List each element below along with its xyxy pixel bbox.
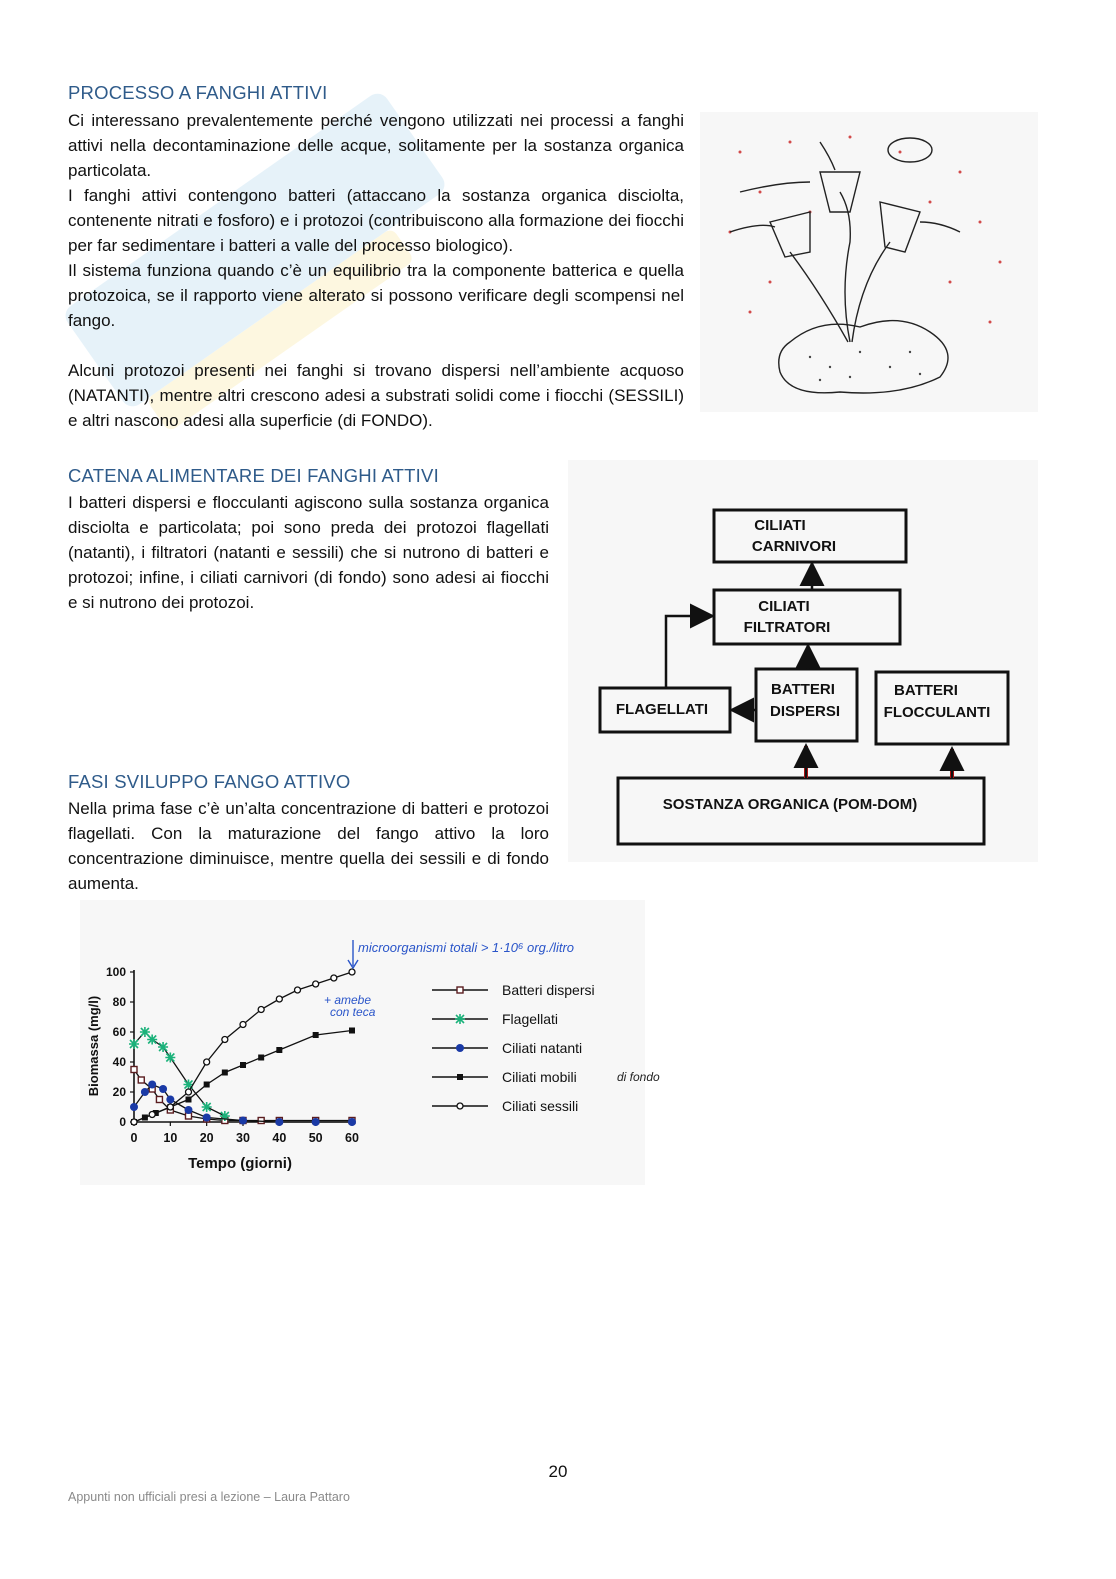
data-point: [222, 1070, 228, 1076]
data-point: [312, 1118, 320, 1126]
box-label: FLAGELLATI: [615, 701, 709, 718]
legend-label: Batteri dispersi: [502, 982, 595, 998]
section-title-fasi: FASI SVILUPPO FANGO ATTIVO: [68, 771, 351, 792]
data-point: [167, 1104, 173, 1110]
legend-label: Ciliati natanti: [502, 1040, 583, 1056]
data-point: [203, 1114, 211, 1122]
data-point: [185, 1106, 193, 1114]
data-point: [240, 1022, 246, 1028]
data-point: [313, 981, 319, 987]
section-body-processo: [68, 108, 684, 433]
data-point: [240, 1062, 246, 1068]
x-tick-label: 60: [345, 1131, 359, 1145]
data-point: [129, 1039, 139, 1049]
data-point: [158, 1042, 168, 1052]
legend-item: [432, 982, 595, 998]
y-tick-label: 100: [105, 965, 126, 979]
box-label: DISPERSI: [769, 703, 841, 720]
data-point: [130, 1103, 138, 1111]
data-point: [349, 1028, 355, 1034]
x-tick-label: 30: [236, 1131, 250, 1145]
data-point: [349, 969, 355, 975]
section-body-fasi: [68, 796, 549, 896]
data-point: [186, 1097, 192, 1103]
data-point: [457, 1074, 463, 1080]
page-number: 20: [548, 1462, 568, 1481]
data-point: [148, 1081, 156, 1089]
data-point: [165, 1053, 175, 1063]
data-point: [275, 1118, 283, 1126]
y-tick-label: 60: [112, 1025, 126, 1039]
data-point: [138, 1077, 144, 1083]
section-body-catena: [68, 490, 549, 615]
series-batteri-dispersi: [131, 1067, 355, 1124]
legend-item: [432, 1011, 558, 1027]
data-point: [457, 987, 463, 993]
box-label: BATTERI: [771, 681, 835, 698]
y-tick-label: 20: [112, 1085, 126, 1099]
data-point: [131, 1067, 137, 1073]
series-flagellati: [129, 1027, 230, 1121]
legend-item: [432, 1040, 582, 1056]
x-tick-label: 10: [163, 1131, 178, 1145]
paragraph: Il sistema funziona quando c’è un equilibrio tra la componente batterica e quella protozoica, se il rapporto viene alterato si possono verificare degli scompensi nel fango.: [68, 261, 684, 330]
data-point: [276, 996, 282, 1002]
box-label: FLOCCULANTI: [883, 704, 991, 721]
paragraph: Alcuni protozoi presenti nei fanghi si trovano dispersi nell’ambiente acquoso (NATANTI), mentre altri crescono adesi a substrati solidi come i fiocchi (SESSILI) e altri nascono adesi alla superficie (di FONDO).: [68, 361, 684, 430]
x-tick-label: 40: [272, 1131, 287, 1145]
arrow-flagellati-filtratori: [666, 616, 710, 688]
data-point: [159, 1085, 167, 1093]
legend-item: [432, 1069, 577, 1085]
data-point: [186, 1089, 192, 1095]
legend-label: Flagellati: [502, 1011, 559, 1027]
y-tick-label: 0: [119, 1115, 126, 1129]
data-point: [258, 1118, 264, 1124]
box-label: CILIATI: [758, 598, 810, 615]
data-point: [141, 1088, 149, 1096]
box-label: CARNIVORI: [751, 538, 837, 555]
x-axis-label: Tempo (giorni): [188, 1155, 292, 1172]
data-point: [149, 1112, 155, 1118]
box-label: SOSTANZA ORGANICA (POM-DOM): [662, 796, 918, 813]
x-tick-label: 0: [130, 1131, 138, 1145]
annotation-fondo: di fondo: [617, 1070, 660, 1084]
data-point: [147, 1035, 157, 1045]
legend-label: Ciliati sessili: [502, 1098, 579, 1114]
annotation-total: microorganismi totali > 1·10⁶ org./litro: [358, 940, 575, 955]
data-point: [295, 987, 301, 993]
legend-label: Ciliati mobili: [502, 1069, 577, 1085]
data-point: [131, 1119, 137, 1125]
data-point: [204, 1059, 210, 1065]
box-label: FILTRATORI: [743, 619, 831, 636]
protozoa-illustration: [700, 112, 1038, 412]
annotation-amebe: con teca: [330, 1005, 376, 1019]
annotation-amebe: + amebe: [324, 993, 372, 1007]
data-point: [348, 1118, 356, 1126]
section-title-catena: CATENA ALIMENTARE DEI FANGHI ATTIVI: [68, 465, 439, 486]
data-point: [455, 1014, 465, 1024]
y-axis-label: Biomassa (mg/l): [86, 995, 101, 1097]
data-point: [258, 1007, 264, 1013]
biomass-chart: [80, 900, 660, 1185]
data-point: [313, 1032, 319, 1038]
paragraph: I batteri dispersi e flocculanti agiscono sulla sostanza organica disciolta e particolata; poi sono preda dei protozoi flagellati (natanti), i filtratori (natanti e sessili) che si nutrono di batteri e protozoi; infine, i ciliati carnivori (di fondo) sono adesi ai fiocchi e si nutrono dei protozoi.: [68, 493, 549, 612]
page-footer: Appunti non ufficiali presi a lezione – Laura Pattaro: [68, 1490, 350, 1504]
data-point: [276, 1047, 282, 1053]
section-title-processo: PROCESSO A FANGHI ATTIVI: [68, 82, 328, 103]
data-point: [202, 1102, 212, 1112]
data-point: [258, 1055, 264, 1061]
y-tick-label: 40: [112, 1055, 126, 1069]
data-point: [456, 1044, 464, 1052]
box-label: BATTERI: [894, 682, 958, 699]
paragraph: Ci interessano prevalentemente perché vengono utilizzati nei processi a fanghi attivi nella decontaminazione delle acque, solitamente per la sostanza organica particolata.: [68, 111, 684, 180]
data-point: [156, 1097, 162, 1103]
x-tick-label: 50: [308, 1131, 323, 1145]
paragraph: Nella prima fase c’è un’alta concentrazione di batteri e protozoi flagellati. Con la maturazione del fango attivo la loro concentrazione diminuisce, mentre quella dei sessili e di fondo aumenta.: [68, 799, 549, 893]
data-point: [204, 1082, 210, 1088]
data-point: [184, 1080, 194, 1090]
box-label: CILIATI: [754, 517, 806, 534]
data-point: [457, 1103, 463, 1109]
data-point: [222, 1037, 228, 1043]
series-ciliati-mobili: [131, 1028, 355, 1126]
food-chain-diagram: [568, 460, 1038, 862]
data-point: [239, 1117, 247, 1125]
data-point: [166, 1096, 174, 1104]
y-tick-label: 80: [112, 995, 126, 1009]
legend-item: [432, 1098, 578, 1114]
data-point: [331, 975, 337, 981]
paragraph: I fanghi attivi contengono batteri (attaccano la sostanza organica disciolta, contenente nitrati e fosforo) e i protozoi (contribuiscono alla formazione dei fiocchi per far sedimentare i batteri a valle del processo biologico).: [68, 186, 684, 255]
x-tick-label: 20: [199, 1131, 214, 1145]
